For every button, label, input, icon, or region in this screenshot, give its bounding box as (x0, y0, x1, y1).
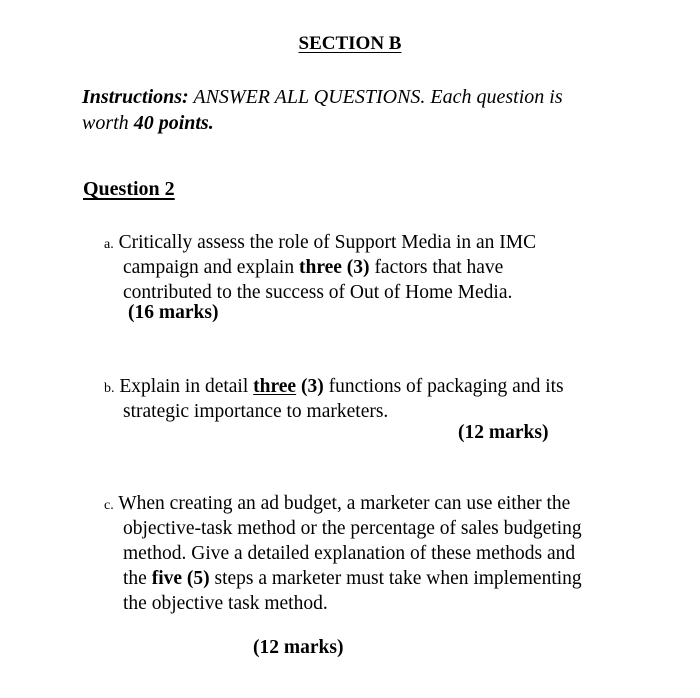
part-a-line-2: campaign and explain three (3) factors that have (123, 257, 504, 278)
part-c-line-2: objective-task method or the percentage of sales budgeting (123, 518, 582, 539)
part-a-marks: (16 marks) (128, 302, 219, 323)
part-c-line-5: the objective task method. (123, 593, 328, 614)
instructions-points: 40 points. (133, 112, 214, 134)
part-b-line-1: b. Explain in detail three (3) functions of packaging and its (104, 376, 564, 397)
instructions-label: Instructions: (82, 86, 189, 108)
part-b-letter: b. (104, 381, 115, 396)
part-a-letter: a. (104, 237, 114, 252)
part-c-marks: (12 marks) (253, 637, 344, 658)
part-c-line-3: method. Give a detailed explanation of these methods and (123, 543, 576, 564)
section-title: SECTION B (298, 33, 402, 54)
instructions-text: ANSWER ALL QUESTIONS. Each question is (188, 86, 563, 108)
part-a-line-1: a. Critically assess the role of Support Media in an IMC (104, 232, 537, 253)
instructions-worth: worth (82, 112, 134, 134)
instructions (82, 84, 563, 136)
instructions-line-1 (82, 84, 563, 110)
instructions-line-2 (82, 110, 563, 136)
part-a-line-3: contributed to the success of Out of Home Media. (123, 282, 513, 303)
question-heading: Question 2 (83, 178, 175, 200)
part-b-marks: (12 marks) (458, 422, 549, 443)
part-b-line-2: strategic importance to marketers. (123, 401, 389, 422)
part-c-letter: c. (104, 498, 114, 513)
part-c-line-4: the five (5) steps a marketer must take when implementing (123, 568, 582, 589)
part-c-line-1: c. When creating an ad budget, a marketer can use either the (104, 493, 571, 514)
